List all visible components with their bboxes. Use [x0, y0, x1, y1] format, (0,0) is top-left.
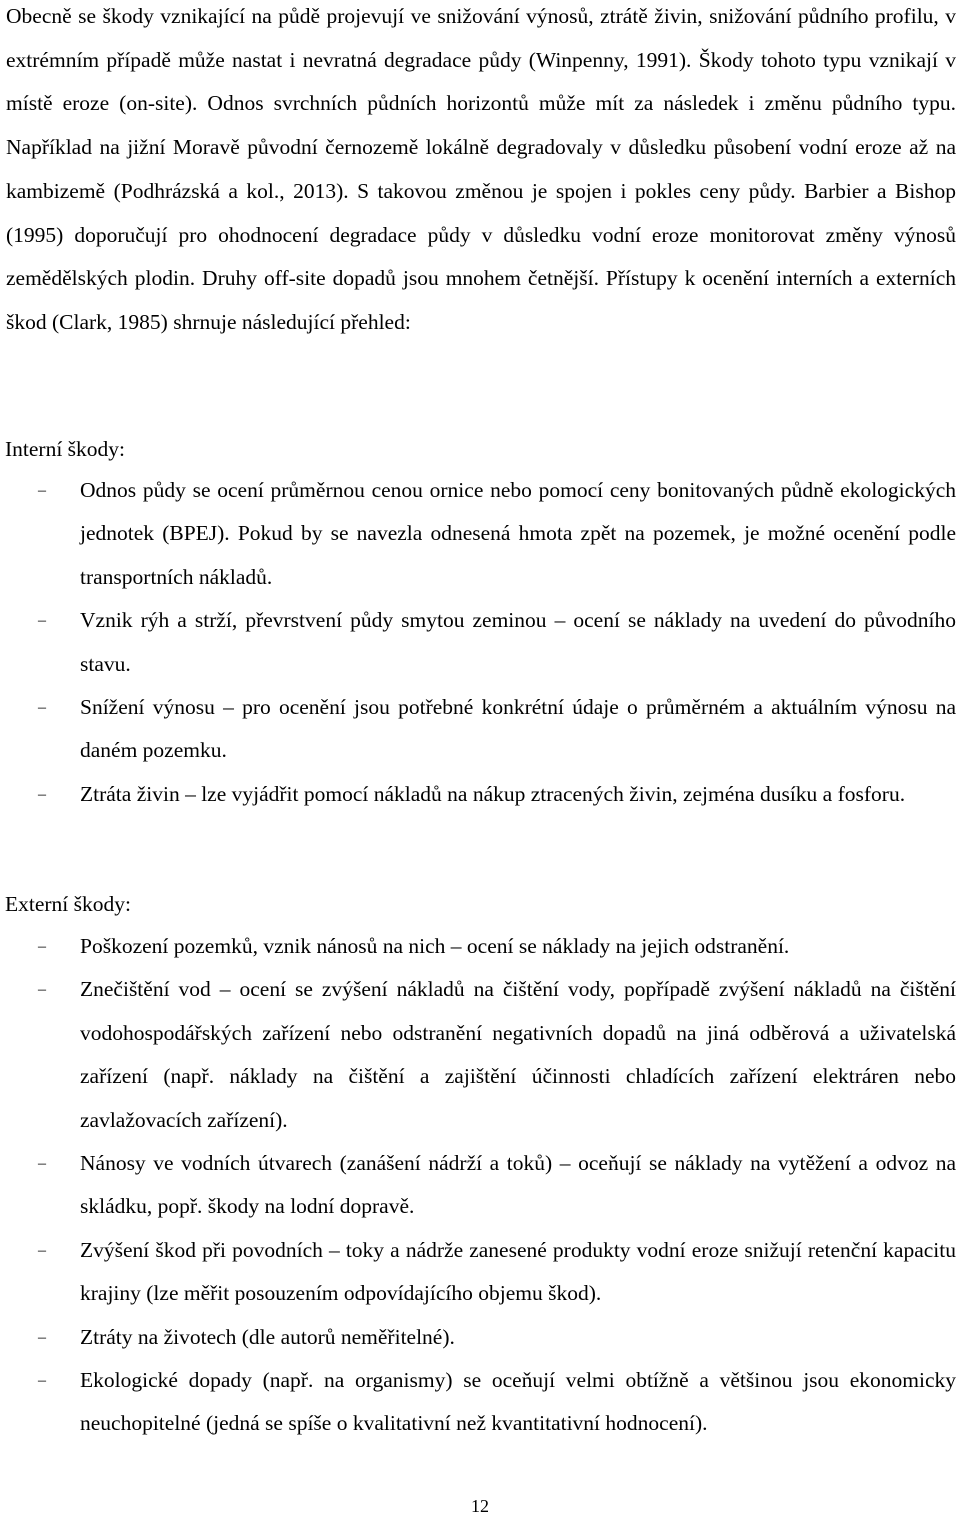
internal-damage-list	[0, 469, 960, 816]
list-item-text: Ekologické dopady (např. na organismy) se oceňují velmi obtížně a většinou jsou ekonomicky neuchopitelné (jedná se spíše o kvalitativní než kvantitativní hodnocení).	[80, 1368, 956, 1436]
list-item	[0, 773, 960, 816]
list-item-text: Nánosy ve vodních útvarech (zanášení nádrží a toků) – oceňují se náklady na vytěžení a odvoz na skládku, popř. škody na lodní dopravě.	[80, 1151, 956, 1219]
dash-bullet: –	[38, 1328, 46, 1346]
dash-bullet: –	[38, 1155, 46, 1173]
list-item-text: Snížení výnosu – pro ocenění jsou potřebné konkrétní údaje o průměrném a aktuálním výnosu na daném pozemku.	[80, 695, 956, 763]
list-item-text: Odnos půdy se ocení průměrnou cenou ornice nebo pomocí ceny bonitovaných půdně ekologických jednotek (BPEJ). Pokud by se navezla odnesená hmota zpět na pozemek, je možné ocenění podle transportních nákladů.	[80, 478, 956, 589]
list-item-text: Znečištění vod – ocení se zvýšení nákladů na čištění vody, popřípadě zvýšení nákladů na čištění vodohospodářských zařízení nebo odstranění negativních dopadů na jiná odběrová a uživatelská zařízení (např. náklady na čištění a zajištění účinnosti chladících zařízení elektráren nebo zavlažovacích zařízení).	[80, 977, 956, 1132]
dash-bullet: –	[38, 699, 46, 717]
list-item	[0, 1359, 960, 1446]
intro-paragraph: Obecně se škody vznikající na půdě projevují ve snižování výnosů, ztrátě živin, snižování půdního profilu, v extrémním případě může nastat i nevratná degradace půdy (Winpenny, 1991). Škody tohoto typu vznikají v místě eroze (on-site). Odnos svrchních půdních horizontů může mít za následek i změnu půdního typu. Například na jižní Moravě původní černozemě lokálně degradovaly v důsledku působení vodní eroze až na kambizemě (Podhrázská a kol., 2013). S takovou změnou je spojen i pokles ceny půdy. Barbier a Bishop (1995) doporučují pro ohodnocení degradace půdy v důsledku vodní eroze monitorovat změny výnosů zemědělských plodin. Druhy off-site dopadů jsou mnohem četnější. Přístupy k ocenění interních a externích škod (Clark, 1985) shrnuje následující přehled:	[6, 4, 956, 334]
list-item-text: Ztráta živin – lze vyjádřit pomocí nákladů na nákup ztracených živin, zejména dusíku a fosforu.	[80, 781, 906, 806]
dash-bullet: –	[38, 482, 46, 499]
dash-bullet: –	[38, 1372, 46, 1390]
list-item-text: Vznik rýh a strží, převrstvení půdy smytou zeminou – ocení se náklady na uvedení do původního stavu.	[80, 608, 956, 676]
list-item-text: Ztráty na životech (dle autorů neměřitelné).	[80, 1324, 455, 1349]
dash-bullet: –	[38, 785, 46, 803]
list-item	[0, 925, 960, 968]
list-item	[0, 1229, 960, 1316]
list-item	[0, 686, 960, 773]
list-item	[0, 469, 960, 599]
list-item	[0, 599, 960, 686]
dash-bullet: –	[38, 612, 46, 630]
dash-bullet: –	[38, 938, 46, 955]
external-damage-heading: Externí škody:	[5, 892, 131, 916]
dash-bullet: –	[38, 1241, 46, 1259]
list-item	[0, 1316, 960, 1359]
page-number: 12	[471, 1496, 489, 1516]
list-item	[0, 968, 960, 1142]
list-item-text: Zvýšení škod při povodních – toky a nádrže zanesené produkty vodní eroze snižují retenční kapacitu krajiny (lze měřit posouzením odpovídajícího objemu škod).	[80, 1237, 956, 1306]
external-damage-list	[0, 925, 960, 1446]
list-item	[0, 1142, 960, 1229]
list-item-text: Poškození pozemků, vznik nánosů na nich – ocení se náklady na jejich odstranění.	[80, 934, 790, 958]
dash-bullet: –	[38, 981, 46, 999]
internal-damage-heading: Interní škody:	[5, 437, 126, 461]
